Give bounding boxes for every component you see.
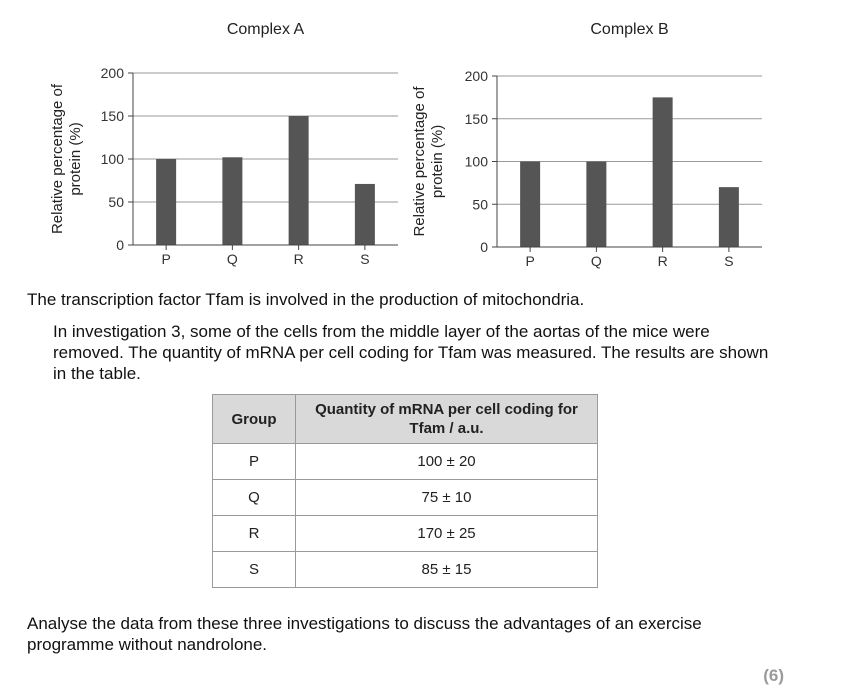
intro-text: The transcription factor Tfam is involved in the production of mitochondria. [27, 290, 585, 309]
y-tick-label: 100 [464, 153, 488, 170]
bar-r [289, 116, 309, 245]
row-value: 100 ± 20 [296, 444, 598, 480]
x-tick-label: P [525, 253, 535, 269]
chart-title: Complex B [590, 21, 669, 38]
y-tick-label: 150 [100, 108, 124, 124]
bar-q [586, 162, 606, 248]
x-tick-label: P [161, 251, 171, 267]
y-tick-label: 150 [464, 110, 488, 127]
y-axis-label: Relative percentage ofprotein (%) [49, 83, 84, 235]
bar-s [355, 184, 375, 245]
row-value: 85 ± 15 [296, 552, 598, 588]
bar-p [156, 159, 176, 245]
header-quantity: Quantity of mRNA per cell coding for Tfam / a.u. [296, 395, 598, 444]
row-group: S [213, 552, 296, 588]
y-tick-label: 50 [472, 196, 488, 213]
question-text: Analyse the data from these three investigations to discuss the advantages of an exercise programme without nandrolone. [27, 614, 702, 654]
row-group: R [213, 516, 296, 552]
table-row [213, 552, 598, 588]
y-tick-label: 200 [464, 68, 488, 84]
bar-q [222, 157, 242, 245]
bar-s [719, 187, 739, 247]
y-axis-label: Relative percentage ofprotein (%) [411, 86, 446, 237]
header-group: Group [213, 395, 296, 444]
y-tick-label: 200 [100, 65, 124, 81]
y-tick-label: 100 [100, 151, 124, 167]
investigation-text: In investigation 3, some of the cells from the middle layer of the aortas of the mice were removed. The quantity of mRNA per cell coding for Tfam was measured. The results are shown in the table. [53, 322, 769, 383]
x-tick-label: S [360, 251, 370, 267]
x-tick-label: Q [590, 253, 602, 269]
table-header-row [213, 395, 598, 444]
complex-a-chart [0, 0, 420, 280]
results-table [212, 394, 598, 588]
row-group: P [213, 444, 296, 480]
x-tick-label: R [293, 251, 304, 267]
bar-r [653, 97, 673, 247]
x-tick-label: S [724, 253, 734, 269]
x-tick-label: R [657, 253, 668, 269]
table-row [213, 516, 598, 552]
y-tick-label: 0 [480, 239, 488, 255]
row-group: Q [213, 480, 296, 516]
row-value: 170 ± 25 [296, 516, 598, 552]
x-tick-label: Q [226, 251, 238, 267]
y-tick-label: 50 [108, 194, 124, 210]
chart-title: Complex A [226, 21, 305, 38]
marks-label: (6) [763, 666, 784, 685]
table-row [213, 480, 598, 516]
table-row [213, 444, 598, 480]
bar-p [520, 162, 540, 248]
row-value: 75 ± 10 [296, 480, 598, 516]
y-tick-label: 0 [116, 237, 124, 253]
